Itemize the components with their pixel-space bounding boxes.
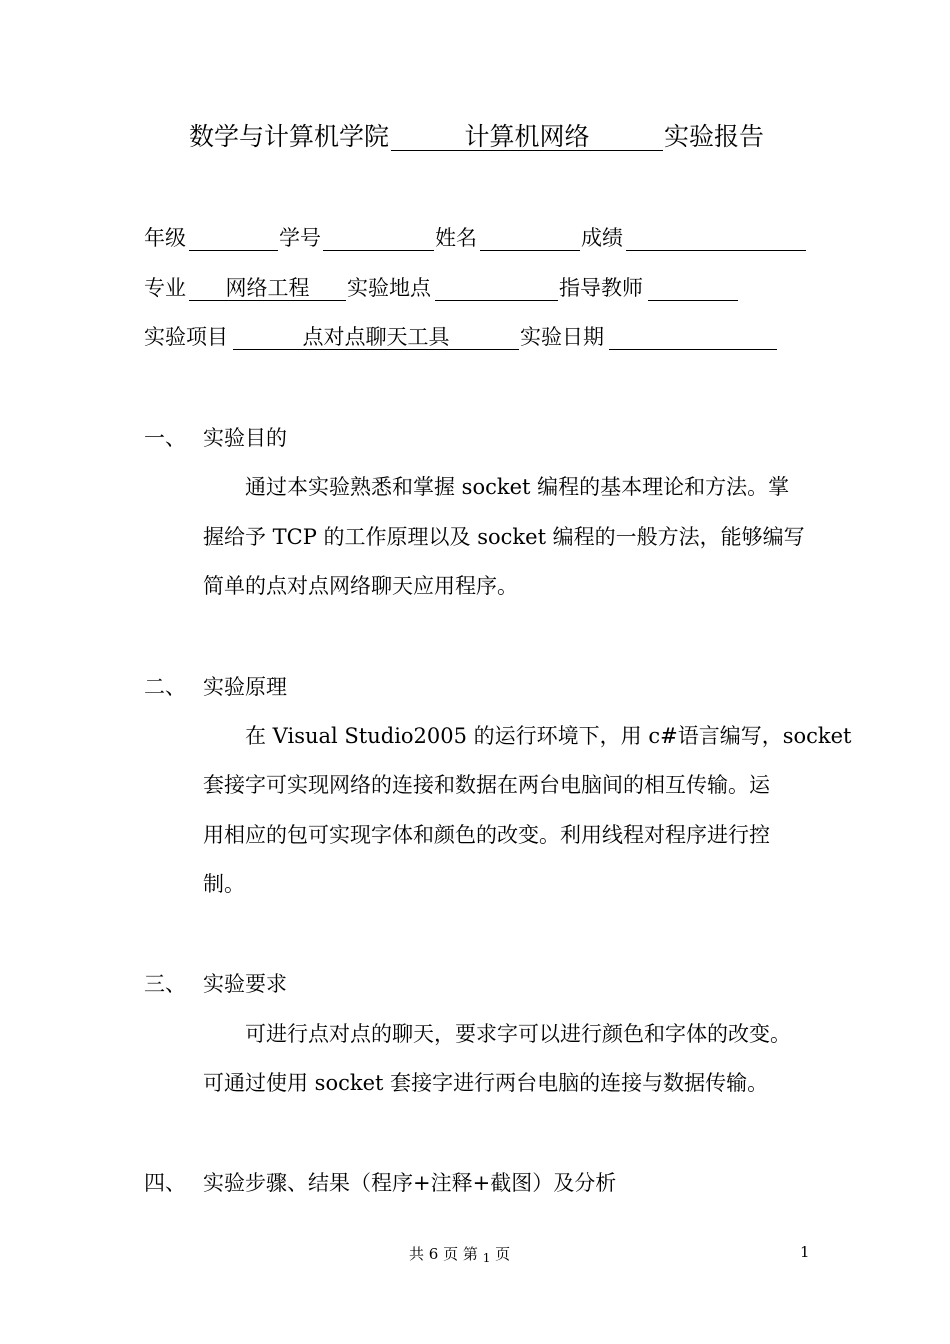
section-1-line-3: 简单的点对点网络聊天应用程序。 — [203, 574, 518, 598]
teacher-field — [648, 276, 738, 301]
section-2-line-3: 用相应的包可实现字体和颜色的改变。利用线程对程序进行控 — [203, 823, 770, 847]
major-value: 网络工程 — [225, 276, 310, 300]
grade-field — [189, 226, 278, 251]
footer-page-post: 页 — [495, 1245, 511, 1263]
section-1-number: 一、 — [144, 426, 186, 450]
project-value: 点对点聊天工具 — [302, 325, 450, 349]
footer-total-post: 页 — [443, 1245, 459, 1263]
section-3-title: 实验要求 — [203, 972, 287, 996]
score-label: 成绩 — [581, 226, 623, 250]
major-field — [189, 272, 346, 301]
footer-page-num: 1 — [482, 1251, 491, 1265]
report-title: 实验报告 — [664, 122, 765, 151]
footer-page-pre: 第 — [462, 1245, 478, 1263]
section-4-number: 四、 — [144, 1171, 186, 1195]
section-2-line-4: 制。 — [203, 872, 245, 896]
section-1-line-1: 通过本实验熟悉和掌握 socket 编程的基本理论和方法。掌 — [245, 475, 790, 499]
name-field — [480, 226, 580, 251]
course-name: 计算机网络 — [464, 122, 590, 151]
location-field — [435, 276, 558, 301]
location-label: 实验地点 — [347, 276, 431, 300]
project-field — [233, 321, 519, 350]
college-name: 数学与计算机学院 — [189, 122, 390, 151]
footer-total-num: 6 — [428, 1245, 439, 1263]
section-3-line-1: 可进行点对点的聊天，要求字可以进行颜色和字体的改变。 — [245, 1022, 791, 1046]
teacher-label: 指导教师 — [559, 276, 643, 300]
page-number: 1 — [800, 1243, 810, 1261]
section-3-number: 三、 — [144, 972, 186, 996]
date-label: 实验日期 — [520, 325, 604, 349]
student-id-field — [323, 226, 434, 251]
date-field — [609, 325, 777, 350]
section-4-title: 实验步骤、结果（程序+注释+截图）及分析 — [203, 1171, 617, 1195]
project-label: 实验项目 — [144, 325, 228, 349]
course-name-field — [391, 117, 663, 151]
section-2-number: 二、 — [144, 675, 186, 699]
score-field — [626, 226, 806, 251]
name-label: 姓名 — [435, 226, 477, 250]
section-3-line-2: 可通过使用 socket 套接字进行两台电脑的连接与数据传输。 — [203, 1071, 769, 1095]
section-2-title: 实验原理 — [203, 675, 287, 699]
section-1-title: 实验目的 — [203, 426, 287, 450]
section-1-line-2: 握给予 TCP 的工作原理以及 socket 编程的一般方法，能够编写 — [203, 525, 805, 549]
footer-total-pre: 共 — [409, 1245, 425, 1263]
section-2-line-1: 在 Visual Studio2005 的运行环境下，用 c#语言编写，socket — [245, 724, 852, 748]
major-label: 专业 — [144, 276, 186, 300]
section-2-line-2: 套接字可实现网络的连接和数据在两台电脑间的相互传输。运 — [203, 773, 770, 797]
grade-label: 年级 — [144, 226, 186, 250]
page-footer — [409, 1243, 510, 1264]
student-id-label: 学号 — [279, 226, 321, 250]
